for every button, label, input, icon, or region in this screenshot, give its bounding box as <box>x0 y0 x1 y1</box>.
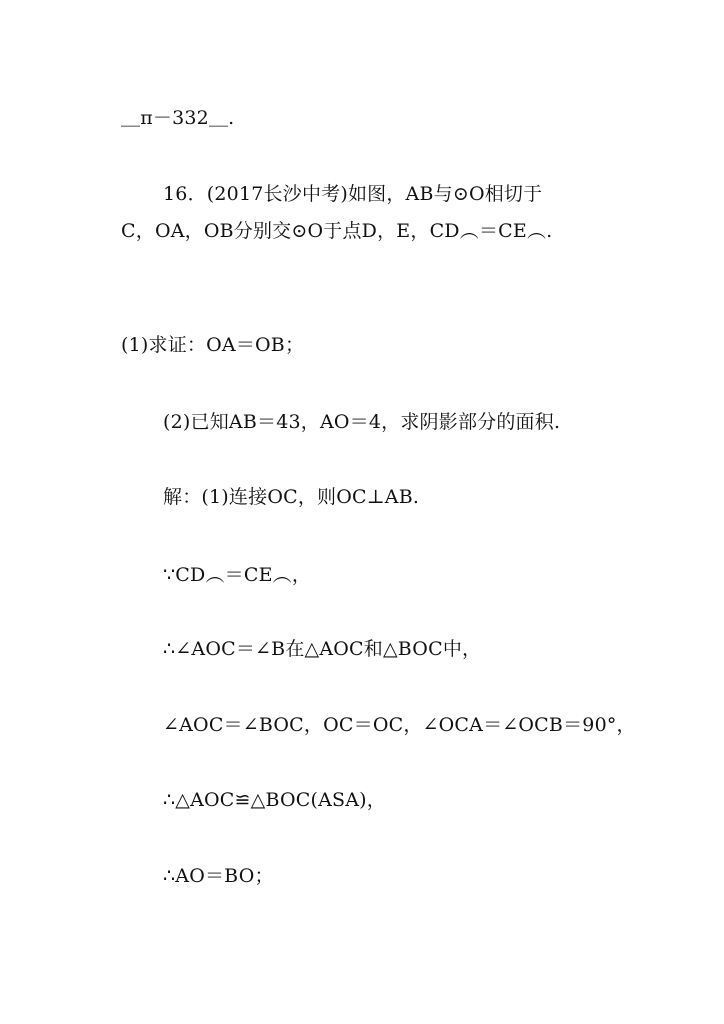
solution-step-6: ∴AO＝BO； <box>163 865 274 887</box>
problem-part-2: (2)已知AB＝43，AO＝4，求阴影部分的面积. <box>163 411 561 433</box>
solution-step-3: ∴∠AOC＝∠B在△AOC和△BOC中， <box>163 638 482 660</box>
solution-step-4: ∠AOC＝∠BOC，OC＝OC，∠OCA＝∠OCB＝90°， <box>163 714 636 736</box>
solution-step-5: ∴△AOC≌△BOC(ASA)， <box>163 789 386 811</box>
solution-step-1: 解：(1)连接OC，则OC⊥AB. <box>163 486 420 508</box>
answer-blank-line: ＿π－332＿. <box>121 107 235 129</box>
problem-16-statement-continued: C，OA，OB分别交⊙O于点D，E，CD︵＝CE︵. <box>121 220 553 242</box>
solution-step-2: ∵CD︵＝CE︵， <box>163 564 312 586</box>
problem-part-1: (1)求证：OA＝OB； <box>121 334 305 356</box>
problem-16-statement: 16．(2017长沙中考)如图，AB与⊙O相切于 <box>163 183 543 205</box>
